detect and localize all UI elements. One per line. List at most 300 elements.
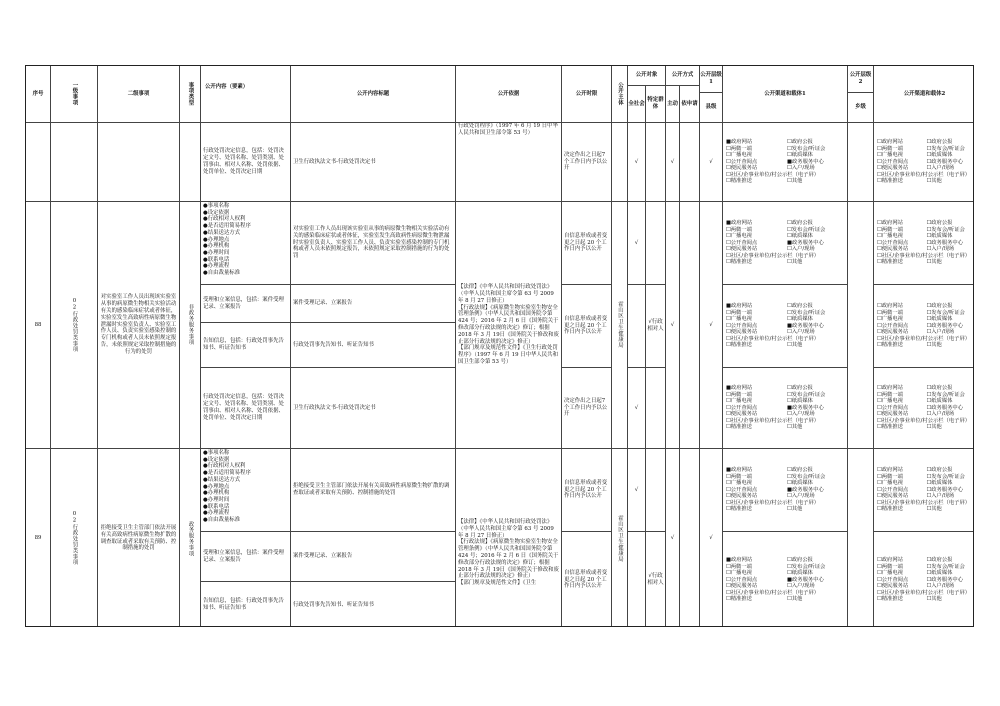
- channel-option: ☐两微一端: [726, 563, 752, 570]
- title-text: 行政处罚事先告知书、听证告知书: [293, 341, 374, 348]
- top-target-specific: [646, 123, 666, 202]
- element-item: ●办理流程: [203, 263, 230, 270]
- channel-option: ☐纸质媒体: [787, 316, 813, 323]
- channel-option: ☐其他: [926, 178, 942, 185]
- channel-option: ☐纸质媒体: [926, 152, 953, 159]
- channel-option: ☐政府公报: [926, 219, 953, 226]
- channel-option: ☐政务服务中心: [926, 486, 964, 493]
- channel-option: ☐其他: [926, 596, 942, 603]
- channel-option: ☐社区/企事业单位/村公示栏（电子屏）: [726, 589, 820, 596]
- item-88-content4: [201, 368, 291, 449]
- channel-option: ☐精准推送: [726, 259, 752, 266]
- channel-option: ☐广播电视: [877, 152, 903, 159]
- item-88-level1: 02行政处罚类事项: [51, 202, 98, 449]
- channel-option: ■政府网站: [726, 219, 753, 226]
- item-89-elements: [201, 449, 291, 532]
- item-88-title3: [291, 323, 456, 368]
- channel-option: ☐精准推送: [726, 342, 752, 349]
- time-text: 自信息形成或者变更之日起 20 个工作日内予以公开: [564, 315, 608, 336]
- channel-option: ☐两微一端: [877, 226, 903, 233]
- item-89-target-specific-2: [646, 532, 666, 627]
- channel-option: ☐政府网站: [877, 466, 903, 473]
- check-mark: √: [709, 535, 713, 542]
- top-basis: [456, 123, 562, 202]
- channel-option: ☐便民服务站: [726, 329, 758, 336]
- channel-option: ☐政府网站: [877, 556, 903, 563]
- top-basis-text: 行政处罚程序》（1997 年 6 月 19 日中华人民共和国卫生部令第 53 号）: [458, 123, 558, 136]
- channel-option: ☐社区/企事业单位/村公示栏（电子屏）: [726, 335, 820, 342]
- item-88-title4: [291, 368, 456, 449]
- item-89-county: [700, 449, 723, 627]
- check-mark: √: [709, 321, 713, 328]
- level2-text: 对实验室工作人员出现该实验室从事的病原微生物相关实验活动有关的感染临床症状或者体征，实验室发生高致病性病原微生物泄漏时实验室负责人、实验室工作人员、负责实验室感染控制的专门机构或者人员未依照规定报告，未依照规定采取控制措施的行为的处罚: [100, 294, 177, 355]
- element-item: ●联系电话: [203, 256, 230, 263]
- channel-option: ☐发布会/听证会: [787, 391, 826, 398]
- item-89-method-active: [666, 449, 680, 627]
- item-89-type: 政务服务事项: [180, 449, 201, 627]
- time-text: 自信息形成或者变更之日起 20 个工作日内予以公开: [564, 232, 608, 253]
- channel-option: ☐公开查阅点: [877, 486, 909, 493]
- channel-option: ☐公开查阅点: [726, 322, 758, 329]
- channel-option: ☐社区/企事业单位/村公示栏（电子屏）: [877, 499, 971, 506]
- check-mark: √: [634, 486, 639, 493]
- channel-option: ☐政府公报: [787, 384, 813, 391]
- channel-option: ☐公开查阅点: [726, 486, 758, 493]
- channel-option: ☐政务服务中心: [926, 404, 964, 411]
- channel-option: ☐政府网站: [877, 384, 903, 391]
- top-method-active: [666, 123, 680, 202]
- element-item: ●自由裁量标准: [203, 517, 241, 524]
- header-subject: 公开主体: [612, 66, 628, 123]
- title-text: 案件受理记录、立案报告: [293, 300, 353, 307]
- channel-option: ☐社区/企事业单位/村公示栏（电子屏）: [877, 335, 971, 342]
- top-channel2: [874, 123, 974, 202]
- item-88-time1: [562, 202, 612, 285]
- channel-option: ☐公开查阅点: [726, 404, 758, 411]
- channel-option: ☐其他: [926, 424, 942, 431]
- header-seq: 序号: [26, 66, 51, 123]
- channel-option: ☐发布会/听证会: [787, 563, 826, 570]
- element-item: ●办理时间: [203, 249, 230, 256]
- channel-option: ■政务服务中心: [787, 158, 824, 165]
- channel-option: ☐便民服务站: [877, 411, 909, 418]
- channel-option: ☐便民服务站: [877, 493, 909, 500]
- element-item: ●结果送达方式: [203, 229, 241, 236]
- element-item: ●事项名称: [203, 203, 230, 209]
- channel-option: ☐纸质媒体: [787, 233, 813, 240]
- channel-option: ☐广播电视: [726, 480, 752, 487]
- time-text: 决定作出之日起7个工作日内予以公开: [564, 397, 608, 418]
- channel-option: ☐两微一端: [877, 391, 903, 398]
- element-item: ●办理地点: [203, 483, 230, 490]
- element-item: ●办理机构: [203, 243, 230, 250]
- item-88-township: [848, 202, 874, 449]
- item-88-method-active: [666, 202, 680, 449]
- item-88-channel1-a: [723, 202, 848, 285]
- header-channel1: 公开渠道和载体1: [723, 66, 848, 123]
- element-item: ●行政相对人权利: [203, 463, 246, 470]
- channel-option: ☐政府公报: [787, 556, 813, 563]
- channel-option: ☐纸质媒体: [926, 316, 953, 323]
- channel-option: ☐社区/企事业单位/村公示栏（电子屏）: [726, 417, 820, 424]
- channel-option: ☐纸质媒体: [926, 233, 953, 240]
- top-level2-cell: [98, 123, 180, 202]
- content-text: 行政处罚决定信息，包括：处罚决定文号、处罚名称、处罚类别、处罚事由、相对人名称、处罚依据、处罚单位、处罚决定日期: [203, 394, 284, 421]
- top-channel1: [723, 123, 848, 202]
- check-mark: √: [634, 158, 639, 165]
- item-88-target-all-4: [628, 368, 646, 449]
- channel-option: ☐纸质媒体: [787, 152, 813, 159]
- top-content-text: 行政处罚决定信息，包括：处罚决定文号、处罚名称、处罚类别、处罚事由、相对人名称、处罚依据、处罚单位、处罚决定日期: [203, 148, 284, 175]
- channel-option: ☐政务服务中心: [926, 239, 964, 246]
- channel-option: ☐纸质媒体: [926, 480, 953, 487]
- item-88-type: 非政务服务事项: [180, 202, 201, 449]
- channel-option: ☐政府公报: [926, 466, 953, 473]
- channel-option: ☐政府公报: [787, 302, 813, 309]
- item-88-target-all-2: [628, 285, 646, 368]
- channel-option: ☐政府公报: [926, 138, 953, 145]
- top-title-text: 卫生行政执法文书-行政处罚决定书: [293, 158, 376, 165]
- element-item: ●办理流程: [203, 510, 230, 517]
- channel-option: ☐两微一端: [877, 309, 903, 316]
- item-89-title3: [291, 582, 456, 627]
- channel-option: ☐入户/现场: [787, 411, 815, 418]
- channel-option: ☐广播电视: [726, 316, 752, 323]
- channel-option: ☐社区/企事业单位/村公示栏（电子屏）: [877, 252, 971, 259]
- item-88-target-specific-4: [646, 368, 666, 449]
- item-89-township: [848, 449, 874, 627]
- channel-option: ☐入户/现场: [787, 493, 815, 500]
- channel-option: ☐纸质媒体: [787, 398, 813, 405]
- header-county: 县级: [700, 93, 723, 123]
- item-88-target-specific-1: [646, 202, 666, 285]
- header-level1: 一级事项: [51, 66, 98, 123]
- item-89-content3: [201, 582, 291, 627]
- channel-option: ■政务服务中心: [787, 576, 824, 583]
- channel-option: ☐广播电视: [877, 316, 903, 323]
- channel-option: ☐纸质媒体: [787, 570, 813, 577]
- channel-option: ☐两微一端: [877, 145, 903, 152]
- item-88-method-request: [680, 202, 700, 449]
- content-text: 告知信息，包括：行政处罚事先告知书、听证告知书: [203, 338, 284, 351]
- item-88-level2: [98, 202, 180, 449]
- header-level2: 二级事项: [98, 66, 180, 123]
- channel-option: ■政府网站: [726, 384, 753, 391]
- basis-text: 【法律】《中华人民共和国行政处罚法》（中华人民共和国主席令第 63 号 2009 年 8 月 27 日修正） 【行政法规】《病原微生物实验室生物安全管理条例》（中华人民共和国国务院令第 424 号；2016 年 2 月 6 日《国务院关于修改部分行政法规的决定》修订；根据 2018 年 3 月 19日《国务院关于修改和废止部分行政法规的决定》修正） 【部门规章及规范性文件】《卫生行政处罚程序》（1997 年 6 月 19 日中华人民共和国卫生部令第 53 号）: [458, 284, 559, 365]
- channel-option: ☐广播电视: [877, 480, 903, 487]
- channel-option: ☐两微一端: [877, 563, 903, 570]
- check-mark: √: [670, 158, 675, 165]
- element-item: ●是否适用简易程序: [203, 470, 251, 477]
- channel-option: ☐发布会/听证会: [787, 226, 826, 233]
- channel-option: ☐入户/现场: [926, 246, 955, 253]
- element-item: ●行政相对人权利: [203, 216, 246, 223]
- channel-option: ☐精准推送: [726, 178, 752, 185]
- title-text: 行政处罚事先告知书、听证告知书: [293, 601, 374, 608]
- item-89-time2: [562, 532, 612, 627]
- channel-option: ☐精准推送: [726, 506, 752, 513]
- channel-option: ☐政府网站: [877, 219, 903, 226]
- item-88-channel1-c: [723, 368, 848, 449]
- item-89-target-all-1: [628, 449, 646, 532]
- item-88-time2: [562, 285, 612, 368]
- item-89-channel1-b: [723, 532, 848, 627]
- item-89-content2: [201, 532, 291, 582]
- channel-option: ☐公开查阅点: [726, 239, 758, 246]
- channel-option: ☐发布会/听证会: [926, 145, 965, 152]
- header-township: 乡级: [848, 93, 874, 123]
- item-88-county: [700, 202, 723, 449]
- channel-option: ☐便民服务站: [726, 411, 758, 418]
- element-item: ●设定依据: [203, 456, 230, 463]
- channel-option: ☐政务服务中心: [926, 576, 964, 583]
- element-item: ●结果送达方式: [203, 476, 241, 483]
- channel-option: ☐发布会/听证会: [926, 309, 965, 316]
- header-target: 公开对象: [628, 66, 666, 86]
- channel-option: ☐精准推送: [877, 506, 903, 513]
- channel-option: ☐便民服务站: [877, 165, 909, 172]
- channel-option: ■政府网站: [726, 302, 753, 309]
- channel-option: ☐其他: [787, 342, 803, 349]
- item-89-time1: [562, 449, 612, 532]
- header-method-active: 主动: [666, 86, 680, 123]
- channel-option: ☐发布会/听证会: [926, 473, 965, 480]
- header-time: 公开时限: [562, 66, 612, 123]
- item-89-channel2-b: [874, 532, 974, 627]
- item-89-level1: 02行政处罚类事项: [51, 449, 98, 627]
- channel-option: ☐公开查阅点: [877, 404, 909, 411]
- element-item: ●办理机构: [203, 490, 230, 497]
- channel-option: ☐社区/企事业单位/村公示栏（电子屏）: [877, 417, 971, 424]
- item-89-target-all-2: [628, 532, 646, 627]
- item-88-target-all-1: [628, 202, 646, 285]
- check-mark: √: [634, 239, 639, 246]
- channel-option: ☐精准推送: [726, 596, 752, 603]
- item-88-title2: [291, 285, 456, 323]
- top-content: [201, 123, 291, 202]
- item-88-title1: [291, 202, 456, 285]
- item-88-time4: [562, 368, 612, 449]
- channel-option: ☐精准推送: [877, 596, 903, 603]
- top-type-cell: [180, 123, 201, 202]
- item-89-subject: 霍山区卫生健康局: [612, 449, 628, 627]
- item-88-content3: [201, 323, 291, 368]
- channel-option: ☐发布会/听证会: [787, 309, 826, 316]
- item-89-channel1-a: [723, 449, 848, 532]
- top-target-all: [628, 123, 646, 202]
- channel-option: ☐入户/现场: [787, 165, 815, 172]
- header-basis: 公开依据: [456, 66, 562, 123]
- top-township: [848, 123, 874, 202]
- channel-option: ☐入户/现场: [926, 411, 955, 418]
- channel-option: ☐社区/企事业单位/村公示栏（电子屏）: [877, 171, 971, 178]
- level2-text: 拒绝接受卫生主管部门依法开展有关高致病性病原微生物扩散的调查取证或者采取有关预防、控制措施的处罚: [100, 524, 177, 552]
- item-89-method-request: [680, 449, 700, 627]
- channel-option: ☐便民服务站: [726, 246, 758, 253]
- channel-option: ☐其他: [926, 259, 942, 266]
- channel-option: ☐两微一端: [726, 145, 752, 152]
- header-layer1: 公开层级1: [700, 66, 723, 93]
- item-88-channel2-b: [874, 285, 974, 368]
- channel-option: ☐政务服务中心: [926, 322, 964, 329]
- item-89-seq: [26, 449, 51, 627]
- header-channel2: 公开渠道和载体2: [874, 66, 974, 123]
- channel-option: ☐精准推送: [726, 424, 752, 431]
- content-text: 受理和立案信息，包括：案件受理记录、立案报告: [203, 296, 284, 310]
- channel-option: ☐精准推送: [877, 259, 903, 266]
- header-layer2: 公开层级2: [848, 66, 874, 93]
- channel-option: ☐广播电视: [877, 570, 903, 577]
- channel-option: ☐公开查阅点: [877, 239, 909, 246]
- top-time: [562, 123, 612, 202]
- channel-option: ☐入户/现场: [787, 246, 815, 253]
- title-text: 卫生行政执法文书-行政处罚决定书: [293, 404, 376, 411]
- channel-option: ☐发布会/听证会: [787, 473, 826, 480]
- channel-option: ☐公开查阅点: [726, 576, 758, 583]
- channel-option: ☐便民服务站: [877, 246, 909, 253]
- item-89-title1: [291, 449, 456, 532]
- channel-option: ☐便民服务站: [726, 583, 758, 590]
- channel-option: ☐政府公报: [787, 219, 813, 226]
- channel-option: ☐社区/企事业单位/村公示栏（电子屏）: [726, 171, 820, 178]
- basis-text: 【法律】《中华人民共和国行政处罚法》（中华人民共和国主席令第 63 号 2009 年 8 月 27 日修正） 【行政法规】《病原微生物实验室生物安全管理条例》（中华人民共和国国务院令第 424 号；2016 年 2 月 6 日《国务院关于修改部分行政法规的决定》修订；根据 2018 年 3 月 19日《国务院关于修改和废止部分行政法规的决定》修正） 【部门规章及规范性文件】《卫生: [458, 519, 559, 587]
- channel-option: ☐公开查阅点: [877, 322, 909, 329]
- channel-option: ☐广播电视: [726, 233, 752, 240]
- item-89-basis: [456, 449, 562, 627]
- channel-option: ☐政府公报: [787, 138, 813, 145]
- channel-option: ☐便民服务站: [726, 493, 758, 500]
- header-method: 公开方式: [666, 66, 700, 86]
- channel-option: ■政务服务中心: [787, 486, 824, 493]
- channel-option: ☐广播电视: [877, 233, 903, 240]
- element-item: ●办理地点: [203, 236, 230, 243]
- channel-option: ■政务服务中心: [787, 322, 824, 329]
- channel-option: ☐发布会/听证会: [787, 145, 826, 152]
- top-level1-cell: [51, 123, 98, 202]
- header-method-request: 依申请: [680, 86, 700, 123]
- channel-option: ☐便民服务站: [877, 329, 909, 336]
- channel-option: ■政务服务中心: [787, 239, 824, 246]
- channel-option: ☐其他: [787, 178, 803, 185]
- channel-option: ☐纸质媒体: [926, 398, 953, 405]
- header-target-specific: 特定群体: [646, 86, 666, 123]
- channel-option: ☐精准推送: [877, 342, 903, 349]
- channel-option: ☐其他: [787, 424, 803, 431]
- channel-option: ☐其他: [787, 259, 803, 266]
- exec-target-text: √行政相对人: [647, 573, 664, 586]
- item-88-seq: [26, 202, 51, 449]
- channel-option: ☐入户/现场: [926, 583, 955, 590]
- channel-option: ■政府网站: [726, 466, 753, 473]
- channel-option: ☐社区/企事业单位/村公示栏（电子屏）: [726, 499, 820, 506]
- channel-option: ☐入户/现场: [926, 493, 955, 500]
- item-89-level2: [98, 449, 180, 627]
- channel-option: ☐政府公报: [926, 556, 953, 563]
- channel-option: ☐政务服务中心: [926, 158, 964, 165]
- top-seq-cell: [26, 123, 51, 202]
- check-mark: √: [670, 535, 675, 542]
- channel-option: ☐纸质媒体: [787, 480, 813, 487]
- channel-option: ☐发布会/听证会: [926, 563, 965, 570]
- element-item: ●自由裁量标准: [203, 270, 241, 277]
- top-county: [700, 123, 723, 202]
- channel-option: ■政府网站: [726, 138, 753, 145]
- item-88-target-specific-2: [646, 285, 666, 368]
- channel-option: ☐两微一端: [877, 473, 903, 480]
- channel-option: ☐公开查阅点: [726, 158, 758, 165]
- channel-option: ☐广播电视: [877, 398, 903, 405]
- channel-option: ☐公开查阅点: [877, 576, 909, 583]
- item-88-channel2-c: [874, 368, 974, 449]
- channel-option: ☐政府公报: [926, 384, 953, 391]
- channel-option: ☐便民服务站: [726, 165, 758, 172]
- exec-target-text: √行政相对人: [647, 319, 664, 332]
- item-88-subject: 霍山区卫生健康局: [612, 202, 628, 449]
- channel-option: ☐社区/企事业单位/村公示栏（电子屏）: [726, 252, 820, 259]
- channel-option: ☐两微一端: [726, 473, 752, 480]
- channel-option: ☐广播电视: [726, 152, 752, 159]
- channel-option: ■政务服务中心: [787, 404, 824, 411]
- channel-option: ☐社区/企事业单位/村公示栏（电子屏）: [877, 589, 971, 596]
- channel-option: ☐其他: [926, 342, 942, 349]
- element-item: ●联系电话: [203, 503, 230, 510]
- content-text: 告知信息，包括：行政处罚事先告知书、听证告知书: [203, 598, 284, 611]
- channel-option: ☐其他: [926, 506, 942, 513]
- channel-option: ☐政府公报: [926, 302, 953, 309]
- seq-text: 88: [34, 321, 42, 328]
- check-mark: √: [670, 321, 675, 328]
- channel-option: ☐政府网站: [877, 138, 903, 145]
- channel-option: ☐广播电视: [726, 570, 752, 577]
- check-mark: √: [709, 158, 713, 165]
- channel-option: ☐纸质媒体: [926, 570, 953, 577]
- channel-option: ☐发布会/听证会: [926, 391, 965, 398]
- item-88-channel1-b: [723, 285, 848, 368]
- channel-option: ☐两微一端: [726, 391, 752, 398]
- header-type: 事项类型: [180, 66, 201, 123]
- channel-option: ☐入户/现场: [787, 329, 815, 336]
- top-subject-cell: [612, 123, 628, 202]
- item-88-channel2-a: [874, 202, 974, 285]
- channel-option: ☐两微一端: [726, 309, 752, 316]
- item-88-basis: [456, 202, 562, 449]
- channel-option: ☐政府公报: [787, 466, 813, 473]
- header-content: 公开内容（要素）: [201, 66, 291, 123]
- channel-option: ☐发布会/听证会: [926, 226, 965, 233]
- header-title: 公开内容标题: [291, 66, 456, 123]
- header-target-all: 全社会: [628, 86, 646, 123]
- item-88-elements: [201, 202, 291, 285]
- time-text: 自信息形成或者变更之日起 20 个工作日内予以公开: [564, 479, 608, 500]
- title-text: 对实验室工作人员出现该实验室从事的病原微生物相关实验活动有关的感染临床症状或者体征，实验室发生高致病性病原微生物泄漏时实验室负责人、实验室工作人员、负责实验室感染控制的专门机构或者人员未依照规定报告，未依照规定采取控制措施的行为的处罚: [293, 226, 450, 260]
- seq-text: 89: [34, 535, 42, 542]
- top-time-text: 决定作出之日起7个工作日内予以公开: [564, 151, 608, 172]
- element-item: ●是否适用简易程序: [203, 223, 251, 230]
- item-89-target-specific-1: [646, 449, 666, 532]
- check-mark: √: [634, 404, 639, 411]
- item-89-title2: [291, 532, 456, 582]
- top-method-request: [680, 123, 700, 202]
- element-item: ●事项名称: [203, 450, 230, 456]
- channel-option: ☐精准推送: [877, 178, 903, 185]
- item-88-content2: [201, 285, 291, 323]
- element-item: ●设定依据: [203, 209, 230, 216]
- channel-option: ☐入户/现场: [787, 583, 815, 590]
- channel-option: ☐政府网站: [877, 302, 903, 309]
- channel-option: ☐入户/现场: [926, 329, 955, 336]
- channel-option: ☐广播电视: [726, 398, 752, 405]
- top-title: [291, 123, 456, 202]
